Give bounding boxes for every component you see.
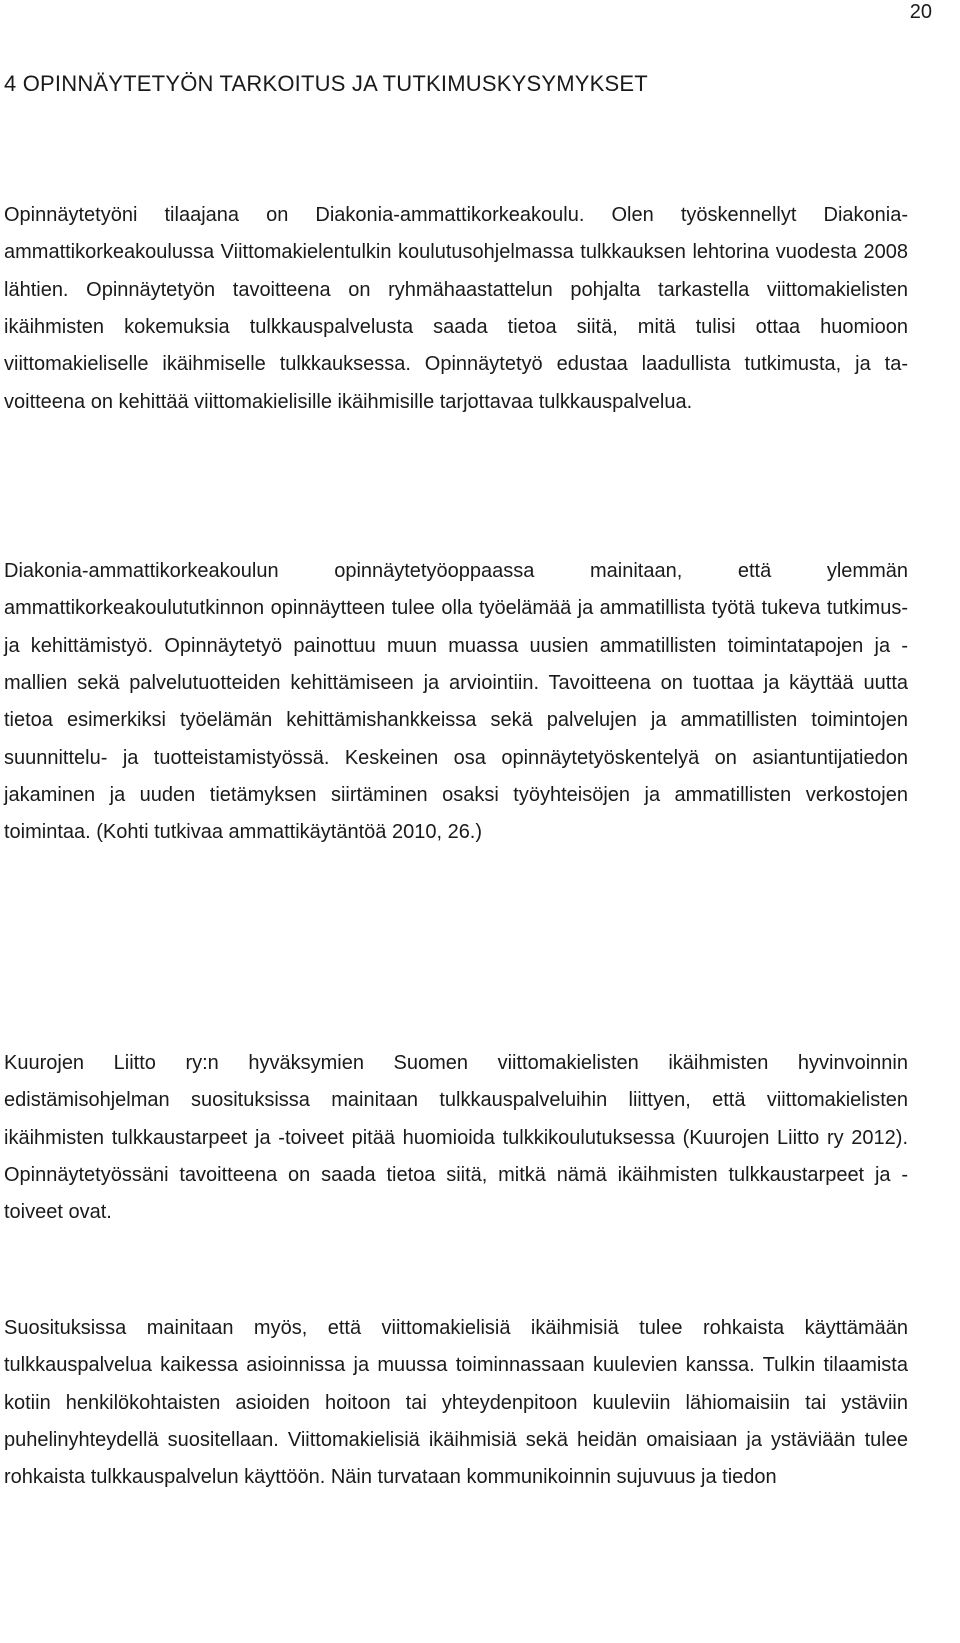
paragraph-thesis-guide: Diakonia-ammattikorkeakoulun opinnäytetyöoppaassa mainitaan, että ylemmän ammattikorkeakoulututkinnon opinnäytteen tulee olla työelämää ja ammatillista työtä tukeva tutkimus- ja kehittämistyö. Opinnäytetyö painottuu muun muassa uusien ammatillisten toimintatapojen ja -mallien sekä palvelutuotteiden kehittämiseen ja arviointiin. Tavoitteena on tuottaa ja käyttää uutta tietoa esimerkiksi työelämän kehittämishankkeissa sekä palvelujen ja ammatillisten toimintojen suunnittelu- ja tuotteistamistyössä. Keskeinen osa opinnäytetyöskentelyä on asiantuntijatiedon jakaminen ja uuden tietämyksen siirtäminen osaksi työyhteisöjen ja ammatillisten verkostojen toimintaa. (Kohti tutkivaa ammattikäytäntöä 2010, 26.) xyxy=(4,560,908,844)
paragraph-thesis-purpose: Opinnäytetyöni tilaajana on Diakonia-ammattikorkeakoulu. Olen työskennellyt Diakonia-ammattikorkeakoulussa Viittomakielentulkin koulutusohjelmassa tulkkauksen lehtorina vuodesta 2008 lähtien. Opinnäytetyön tavoitteena on ryhmähaastattelun pohjalta tarkastella viittomakielisten ikäihmisten kokemuksia tulkkauspalvelusta saada tietoa siitä, mitä tulisi ottaa huomioon viittomakieliselle ikäihmiselle tulkkauksessa. Opinnäytetyö edustaa laadullista tutkimusta, ja tavoitteena on kehittää viittomakielisille ikäihmisille tarjottavaa tulkkauspalvelua. xyxy=(4,204,908,413)
paragraph-recommendations: Suosituksissa mainitaan myös, että viittomakielisiä ikäihmisiä tulee rohkaista käyttämään tulkkauspalvelua kaikessa asioinnissa ja muussa toiminnassaan kuulevien kanssa. Tulkin tilaamista kotiin henkilökohtaisten asioiden hoitoon tai yhteydenpitoon kuuleviin lähiomaisiin tai ystäviin puhelinyhteydellä suositellaan. Viittomakielisiä ikäihmisiä sekä heidän omaisiaan ja ystäviään tulee rohkaista tulkkauspalvelun käyttöön. Näin turvataan kommunikoinnin sujuvuus ja tiedon xyxy=(4,1317,908,1489)
chapter-heading: 4 OPINNÄYTETYÖN TARKOITUS JA TUTKIMUSKYSYMYKSET xyxy=(4,71,648,96)
page-number: 20 xyxy=(909,1,932,23)
paragraph-wellbeing-program: Kuurojen Liitto ry:n hyväksymien Suomen viittomakielisten ikäihmisten hyvinvoinnin edistämisohjelman suosituksissa mainitaan tulkkauspalveluihin liittyen, että viittomakielisten ikäihmisten tulkkaustarpeet ja -toiveet pitää huomioida tulkkikoulutuksessa (Kuurojen Liitto ry 2012). Opinnäytetyössäni tavoitteena on saada tietoa siitä, mitkä nämä ikäihmisten tulkkaustarpeet ja -toiveet ovat. xyxy=(4,1052,908,1224)
